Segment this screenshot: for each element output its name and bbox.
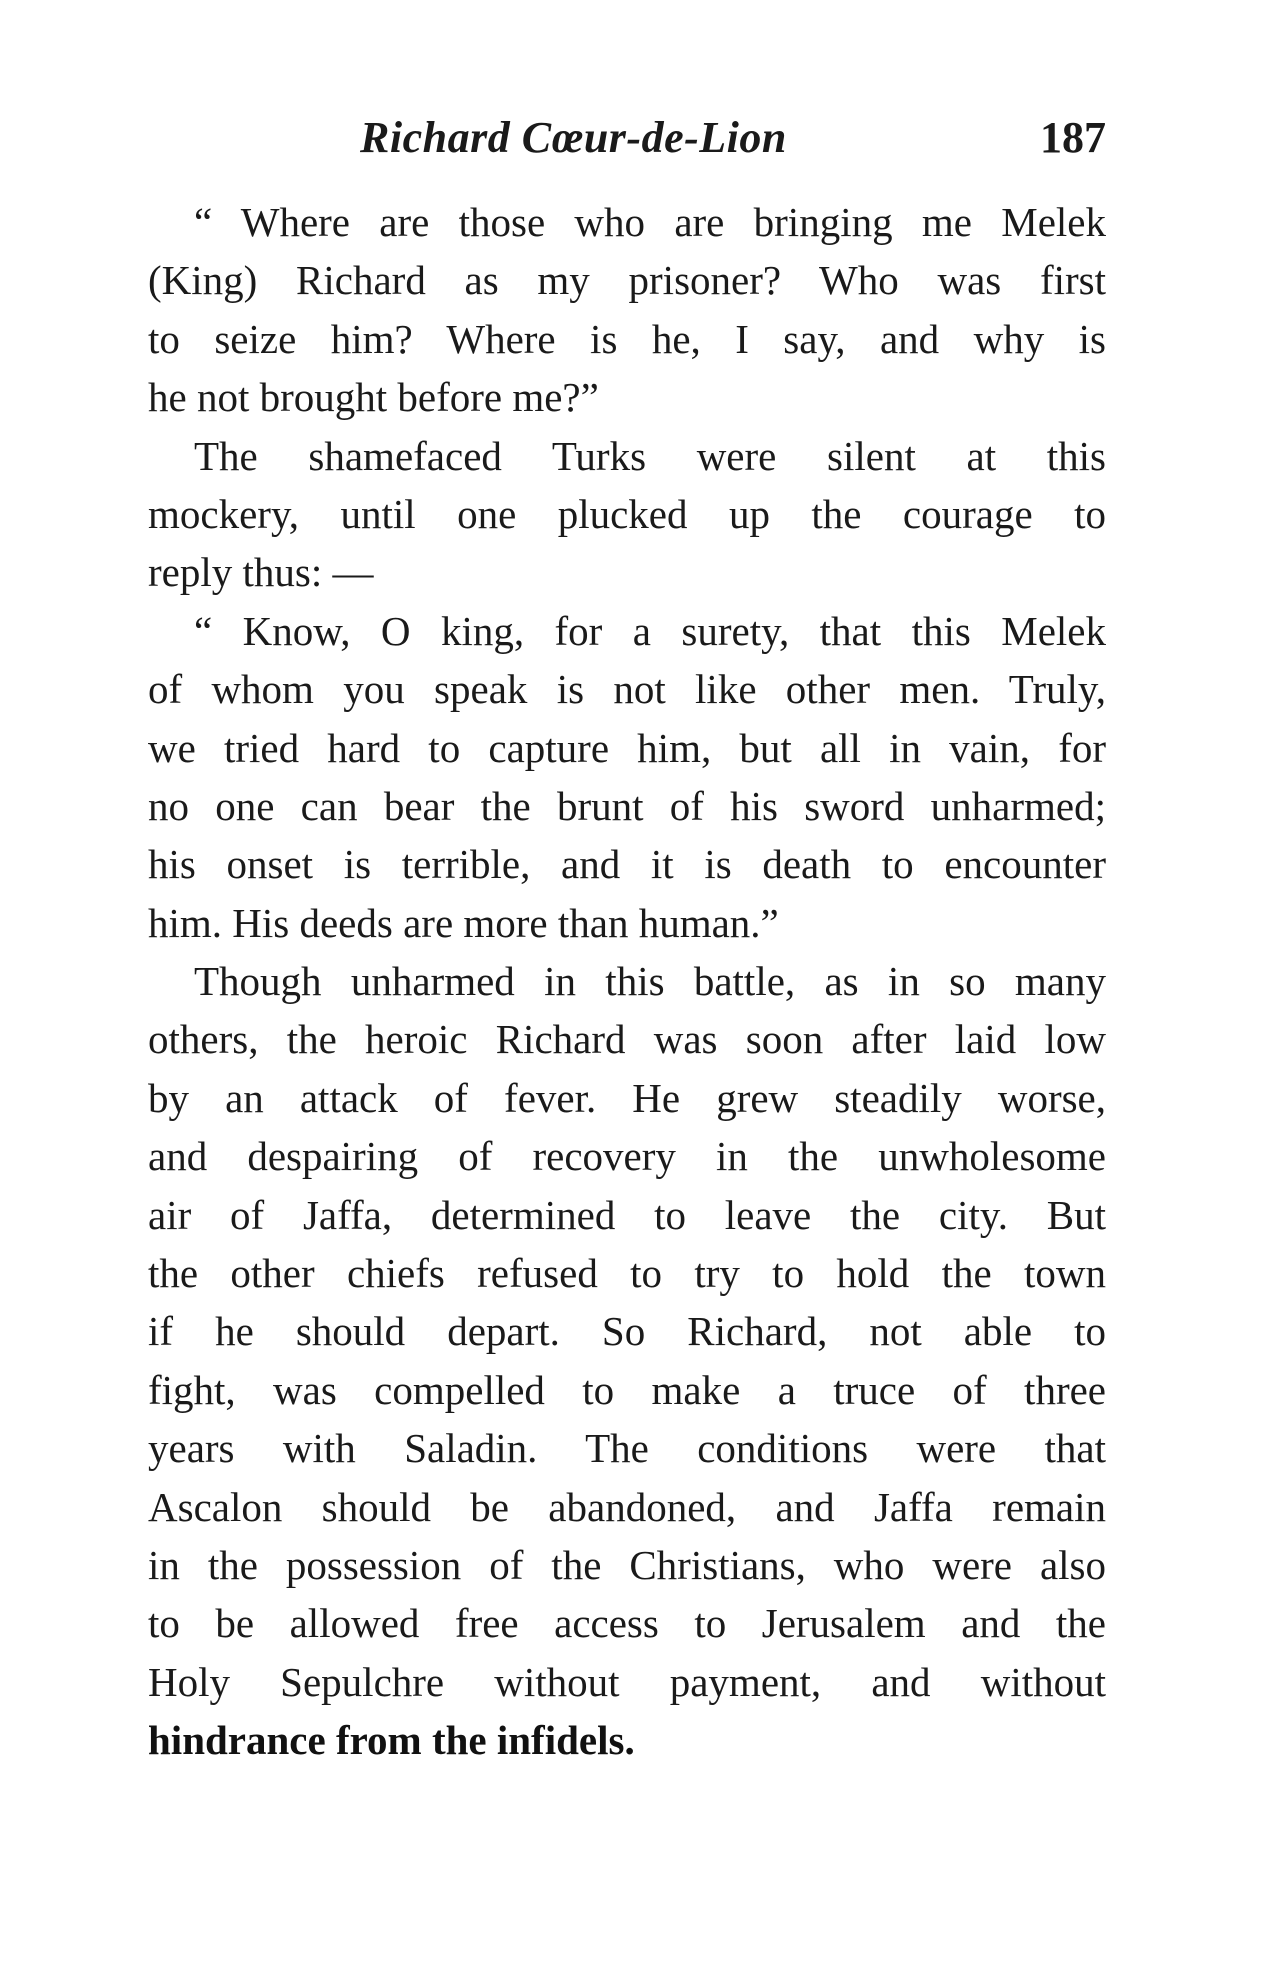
text-line: him. His deeds are more than human.” <box>148 899 779 946</box>
running-title: Richard Cœur-de-Lion <box>360 113 787 162</box>
text-line: by an attack of fever. He grew steadily worse, <box>148 1074 1106 1121</box>
text-line: Holy Sepulchre without payment, and without <box>148 1658 1106 1705</box>
text-line: years with Saladin. The conditions were that <box>148 1425 1106 1472</box>
page-number: 187 <box>1040 113 1106 162</box>
body-text <box>148 193 1106 1770</box>
text-line: Though unharmed in this battle, as in so many <box>194 958 1106 1005</box>
text-line: of whom you speak is not like other men. Truly, <box>148 666 1106 713</box>
text-line: mockery, until one plucked up the courage to <box>148 490 1106 537</box>
text-line: he not brought before me?” <box>148 374 599 421</box>
text-line: we tried hard to capture him, but all in vain, for <box>148 724 1106 771</box>
text-line: air of Jaffa, determined to leave the city. But <box>148 1191 1106 1238</box>
text-line: reply thus: — <box>148 549 374 596</box>
text-line: The shamefaced Turks were silent at this <box>194 432 1106 479</box>
text-line: if he should depart. So Richard, not able to <box>148 1308 1106 1355</box>
text-line: and despairing of recovery in the unwholesome <box>148 1133 1106 1180</box>
text-line: Ascalon should be abandoned, and Jaffa remain <box>148 1483 1106 1530</box>
text-line: in the possession of the Christians, who were also <box>148 1541 1106 1588</box>
text-line: no one can bear the brunt of his sword unharmed; <box>148 782 1106 829</box>
text-line: fight, was compelled to make a truce of three <box>148 1366 1106 1413</box>
text-line: the other chiefs refused to try to hold the town <box>148 1250 1106 1297</box>
text-line: hindrance from the infidels. <box>148 1717 635 1764</box>
text-line: to seize him? Where is he, I say, and why is <box>148 315 1106 362</box>
text-line: to be allowed free access to Jerusalem and the <box>148 1600 1106 1647</box>
running-header <box>148 108 1106 168</box>
text-line: others, the heroic Richard was soon after laid low <box>148 1016 1106 1063</box>
text-line: his onset is terrible, and it is death to encounter <box>148 841 1106 888</box>
text-line: (King) Richard as my prisoner? Who was first <box>148 257 1106 304</box>
text-line: “ Where are those who are bringing me Melek <box>194 199 1106 245</box>
text-line: “ Know, O king, for a surety, that this Melek <box>194 607 1106 654</box>
